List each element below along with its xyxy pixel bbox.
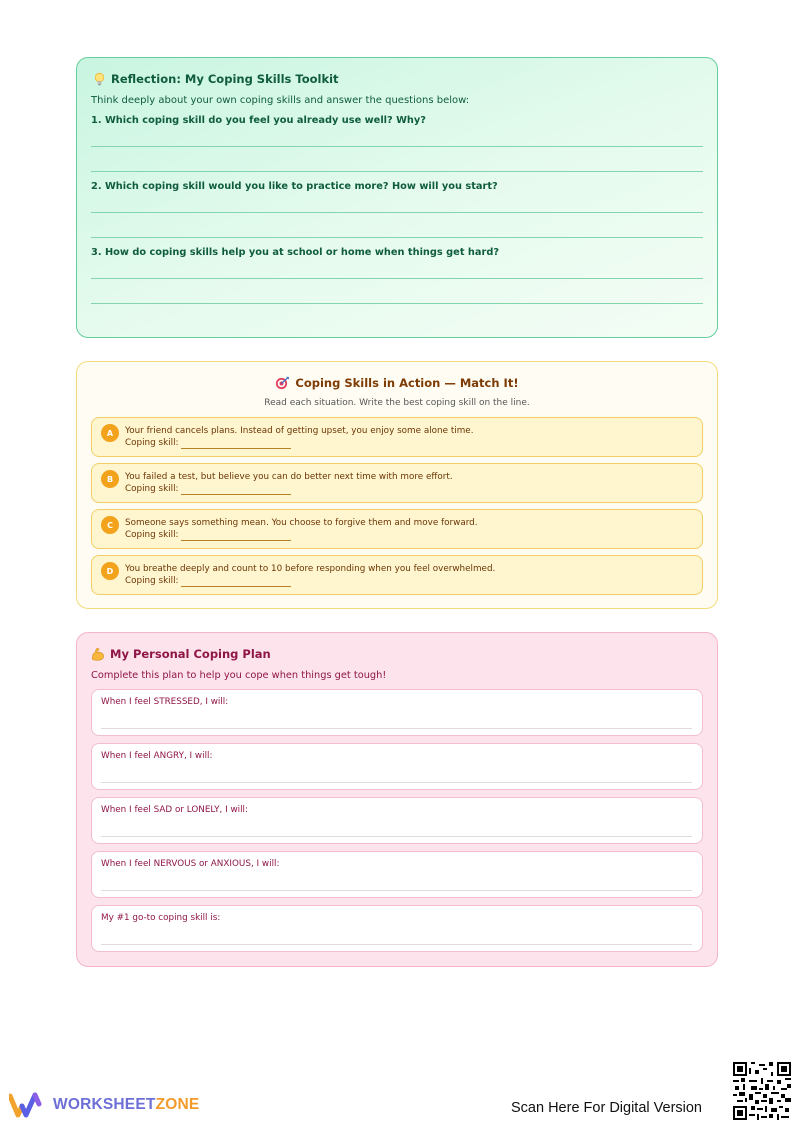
- plan-item: [91, 689, 703, 736]
- coping-skill-row: Coping skill:: [125, 483, 692, 495]
- plan-item: [91, 743, 703, 790]
- item-letter-badge: C: [101, 516, 119, 534]
- plan-item: [91, 851, 703, 898]
- plan-prompt: When I feel STRESSED, I will:: [101, 697, 229, 707]
- reflection-intro: Think deeply about your own coping skills and answer the questions below:: [91, 95, 470, 106]
- match-item: [91, 463, 703, 503]
- plan-section: [76, 632, 718, 967]
- plan-prompt: When I feel ANGRY, I will:: [101, 751, 213, 761]
- match-item: [91, 509, 703, 549]
- match-item: [91, 417, 703, 457]
- answer-line[interactable]: [91, 237, 703, 238]
- match-item: [91, 555, 703, 595]
- lightbulb-icon: [93, 72, 106, 86]
- plan-list: [91, 689, 703, 952]
- reflection-section: [76, 57, 718, 338]
- plan-answer-line[interactable]: [101, 782, 692, 783]
- item-letter-badge: A: [101, 424, 119, 442]
- logo-text-zone: ZONE: [155, 1096, 200, 1113]
- qr-code-icon[interactable]: [733, 1062, 791, 1120]
- plan-answer-line[interactable]: [101, 836, 692, 837]
- target-icon: [275, 376, 290, 390]
- plan-prompt: When I feel SAD or LONELY, I will:: [101, 805, 248, 815]
- logo-text-worksheet: WORKSHEET: [53, 1096, 156, 1113]
- reflection-question: 3. How do coping skills help you at school or home when things get hard?: [91, 247, 500, 258]
- situation-text: You failed a test, but believe you can do better next time with more effort.: [125, 472, 453, 482]
- coping-skill-row: Coping skill:: [125, 575, 692, 587]
- plan-title: My Personal Coping Plan: [91, 647, 703, 661]
- match-subtitle: Read each situation. Write the best coping skill on the line.: [264, 398, 530, 408]
- item-letter-badge: D: [101, 562, 119, 580]
- plan-item: [91, 797, 703, 844]
- worksheetzone-logo[interactable]: [9, 1092, 199, 1118]
- plan-item: [91, 905, 703, 952]
- plan-answer-line[interactable]: [101, 890, 692, 891]
- answer-line[interactable]: [91, 278, 703, 279]
- reflection-question: 2. Which coping skill would you like to practice more? How will you start?: [91, 181, 498, 192]
- plan-prompt: My #1 go-to coping skill is:: [101, 913, 221, 923]
- coping-skill-blank[interactable]: [181, 531, 291, 541]
- coping-skill-blank[interactable]: [181, 577, 291, 587]
- answer-line[interactable]: [91, 303, 703, 304]
- plan-prompt: When I feel NERVOUS or ANXIOUS, I will:: [101, 859, 280, 869]
- match-list: [91, 417, 703, 595]
- match-section: [76, 361, 718, 609]
- item-letter-badge: B: [101, 470, 119, 488]
- reflection-question-block: [91, 181, 703, 238]
- scan-caption: Scan Here For Digital Version: [511, 1100, 702, 1116]
- plan-answer-line[interactable]: [101, 944, 692, 945]
- answer-line[interactable]: [91, 146, 703, 147]
- reflection-title: Reflection: My Coping Skills Toolkit: [93, 72, 703, 86]
- coping-skill-blank[interactable]: [181, 439, 291, 449]
- plan-answer-line[interactable]: [101, 728, 692, 729]
- coping-skill-blank[interactable]: [181, 485, 291, 495]
- match-title: Coping Skills in Action — Match It!: [91, 376, 703, 390]
- flexed-bicep-icon: [91, 647, 105, 661]
- situation-text: You breathe deeply and count to 10 before responding when you feel overwhelmed.: [125, 564, 496, 574]
- reflection-question-block: [91, 247, 703, 304]
- coping-skill-row: Coping skill:: [125, 437, 692, 449]
- reflection-question-block: [91, 115, 703, 172]
- answer-line[interactable]: [91, 171, 703, 172]
- reflection-question: 1. Which coping skill do you feel you already use well? Why?: [91, 115, 426, 126]
- answer-line[interactable]: [91, 212, 703, 213]
- situation-text: Someone says something mean. You choose to forgive them and move forward.: [125, 518, 478, 528]
- situation-text: Your friend cancels plans. Instead of getting upset, you enjoy some alone time.: [125, 426, 474, 436]
- logo-mark-icon: [9, 1092, 47, 1118]
- plan-intro: Complete this plan to help you cope when things get tough!: [91, 670, 387, 681]
- coping-skill-row: Coping skill:: [125, 529, 692, 541]
